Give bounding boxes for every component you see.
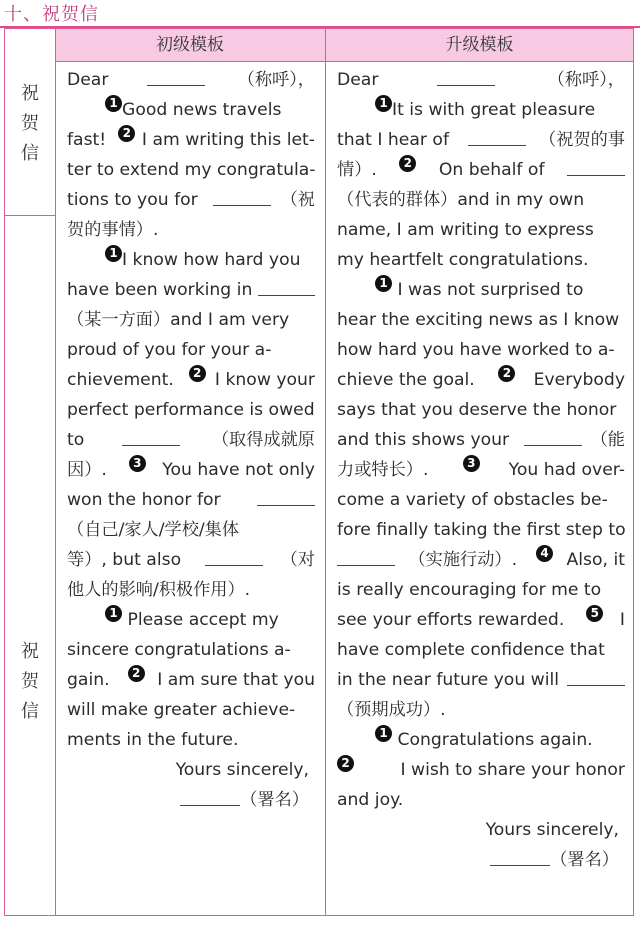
text-run: （预期成功）. (337, 700, 446, 720)
text-run: Dear (67, 70, 114, 90)
side-char: 信 (21, 701, 39, 722)
text-run: （署名） (240, 790, 309, 810)
text-line (67, 605, 315, 635)
indent (337, 95, 375, 125)
header-basic: 初级模板 (156, 35, 224, 55)
text-line (67, 515, 315, 545)
text-run: （能 (590, 430, 625, 450)
indent (337, 725, 375, 755)
fill-in-blank (122, 425, 180, 446)
text-run: 贺的事情）. (67, 220, 159, 240)
text-run: Yours sincerely, (175, 760, 309, 780)
fill-in-blank (468, 125, 526, 146)
text-line (337, 575, 625, 605)
text-line (67, 485, 315, 515)
indent (67, 95, 105, 125)
text-line (337, 395, 625, 425)
header-advanced: 升级模板 (445, 35, 514, 55)
text-run: my heartfelt congratulations. (337, 250, 589, 270)
text-run: won the honor for (67, 490, 227, 510)
text-run: and this shows your (337, 430, 515, 450)
text-line (67, 365, 315, 395)
text-run: gain. (67, 670, 116, 690)
text-line (67, 635, 315, 665)
text-line (337, 155, 625, 185)
text-line (337, 485, 625, 515)
text-line (337, 455, 625, 485)
text-run: and joy. (337, 790, 404, 810)
step-number-badge: 3 (463, 455, 480, 472)
text-run: （称呼）， (547, 70, 625, 90)
text-run: will make greater achieve- (67, 700, 296, 720)
step-number-badge: 2 (399, 155, 416, 172)
text-line (337, 185, 625, 215)
text-line (337, 275, 625, 305)
step-number-badge: 1 (375, 275, 392, 292)
text-run: sincere congratulations a- (67, 640, 291, 660)
text-run: （称呼）， (237, 70, 315, 90)
side-char: 祝 (21, 83, 39, 104)
text-line (337, 245, 625, 275)
text-line (67, 65, 315, 95)
text-run: tions to you for (67, 190, 204, 210)
text-run: 情）. (337, 160, 383, 180)
text-run: Dear (337, 70, 384, 90)
text-line (337, 665, 625, 695)
text-line (337, 755, 625, 785)
col-divider-1 (55, 29, 56, 915)
step-number-badge: 2 (498, 365, 515, 382)
text-line (67, 545, 315, 575)
text-line (337, 545, 625, 575)
text-run: （祝 (280, 190, 315, 210)
text-run: is really encouraging for me to (337, 580, 602, 600)
side-char: 信 (21, 143, 39, 164)
text-run: I am sure that you (157, 670, 315, 690)
text-line (337, 305, 625, 335)
text-line (67, 335, 315, 365)
step-number-badge: 1 (375, 725, 392, 742)
advanced-template-text (337, 65, 625, 875)
text-line (67, 245, 315, 275)
text-run: Also, it (566, 550, 625, 570)
fill-in-blank (257, 485, 315, 506)
text-line (67, 305, 315, 335)
fill-in-blank (490, 845, 550, 866)
text-run: I was not surprised to (392, 280, 584, 300)
text-run: ments in the future. (67, 730, 239, 750)
side-char: 贺 (21, 113, 39, 134)
text-line (337, 335, 625, 365)
text-run: I wish to share your honor (400, 760, 625, 780)
text-run: 他人的影响/积极作用）. (67, 580, 251, 600)
text-line (337, 95, 625, 125)
text-line (67, 125, 315, 155)
text-run: chievement. (67, 370, 180, 390)
text-line (67, 785, 315, 815)
fill-in-blank (567, 155, 625, 176)
step-number-badge: 1 (105, 245, 122, 262)
text-line (337, 605, 625, 635)
fill-in-blank (337, 545, 395, 566)
text-line (67, 455, 315, 485)
text-line (337, 65, 625, 95)
fill-in-blank (205, 545, 263, 566)
text-run: name, I am writing to express (337, 220, 594, 240)
text-run: （自己/家人/学校/集体 (67, 520, 240, 540)
text-line (67, 755, 315, 785)
text-run: Good news travels (122, 100, 282, 120)
step-number-badge: 3 (129, 455, 146, 472)
step-number-badge: 1 (105, 605, 122, 622)
text-run: Everybody (533, 370, 625, 390)
fill-in-blank (213, 185, 271, 206)
text-line (337, 695, 625, 725)
template-table (4, 28, 634, 916)
text-run: fast! (67, 130, 112, 150)
text-run: Yours sincerely, (485, 820, 619, 840)
text-run: Congratulations again. (392, 730, 593, 750)
fill-in-blank (437, 65, 495, 86)
text-run: 力或特长）. (337, 460, 434, 480)
text-line (337, 215, 625, 245)
fill-in-blank (147, 65, 205, 86)
text-run: how hard you have worked to a- (337, 340, 615, 360)
text-line (337, 125, 625, 155)
text-line (67, 725, 315, 755)
text-line (337, 815, 625, 845)
indent (67, 245, 105, 275)
step-number-badge: 2 (337, 755, 354, 772)
text-line (67, 665, 315, 695)
indent (67, 605, 105, 635)
text-line (337, 845, 625, 875)
text-line (67, 95, 315, 125)
step-number-badge: 2 (118, 125, 135, 142)
col-divider-2 (325, 29, 326, 915)
text-line (67, 695, 315, 725)
text-run: （实施行动）. (408, 550, 523, 570)
text-run: 因）. (67, 460, 113, 480)
text-run: 等）, but also (67, 550, 187, 570)
side-label-bottom (5, 637, 55, 727)
text-run: in the near future you will (337, 670, 565, 690)
fill-in-blank (567, 665, 625, 686)
text-run: hear the exciting news as I know (337, 310, 620, 330)
text-run: It is with great pleasure (392, 100, 596, 120)
side-char: 贺 (21, 671, 39, 692)
text-line (337, 725, 625, 755)
text-run: proud of you for your a- (67, 340, 272, 360)
text-run: says that you deserve the honor (337, 400, 617, 420)
fill-in-blank (180, 785, 240, 806)
text-run: I (619, 610, 625, 630)
text-run: chieve the goal. (337, 370, 481, 390)
text-line (337, 635, 625, 665)
text-run: （代表的群体）and in my own (337, 190, 585, 210)
step-number-badge: 4 (536, 545, 553, 562)
text-run: have complete confidence that (337, 640, 605, 660)
text-run: ter to extend my congratula- (67, 160, 316, 180)
side-divider (5, 215, 55, 216)
text-run: Please accept my (122, 610, 279, 630)
text-run: come a variety of obstacles be- (337, 490, 608, 510)
step-number-badge: 2 (128, 665, 145, 682)
text-line (337, 515, 625, 545)
text-run: （某一方面）and I am very (67, 310, 290, 330)
text-line (337, 785, 625, 815)
text-line (67, 425, 315, 455)
text-line (337, 425, 625, 455)
text-run: to (67, 430, 90, 450)
step-number-badge: 1 (105, 95, 122, 112)
text-run: I know how hard you (122, 250, 301, 270)
text-run: （署名） (550, 850, 619, 870)
text-run: have been working in (67, 280, 258, 300)
text-line (337, 365, 625, 395)
text-run: （取得成就原 (211, 430, 315, 450)
text-line (67, 155, 315, 185)
text-line (67, 395, 315, 425)
text-run: On behalf of (433, 160, 550, 180)
text-run: （对 (280, 550, 315, 570)
text-line (67, 185, 315, 215)
side-label-top (5, 79, 55, 169)
header-divider (55, 61, 633, 62)
text-run: I am writing this let- (141, 130, 315, 150)
step-number-badge: 5 (586, 605, 603, 622)
text-line (67, 575, 315, 605)
side-char: 祝 (21, 641, 39, 662)
text-run: see your efforts rewarded. (337, 610, 570, 630)
text-run: perfect performance is owed (67, 400, 315, 420)
text-line (67, 275, 315, 305)
text-run: fore finally taking the first step to (337, 520, 626, 540)
text-run: You had over- (508, 460, 625, 480)
step-number-badge: 2 (189, 365, 206, 382)
text-run: You have not only (162, 460, 315, 480)
basic-template-text (67, 65, 315, 815)
fill-in-blank (524, 425, 582, 446)
text-run: I know your (214, 370, 315, 390)
text-run: that I hear of (337, 130, 455, 150)
fill-in-blank (258, 275, 315, 296)
text-line (67, 215, 315, 245)
indent (337, 275, 375, 305)
section-title: 十、祝贺信 (4, 4, 99, 25)
text-run: （祝贺的事 (539, 130, 625, 150)
step-number-badge: 1 (375, 95, 392, 112)
